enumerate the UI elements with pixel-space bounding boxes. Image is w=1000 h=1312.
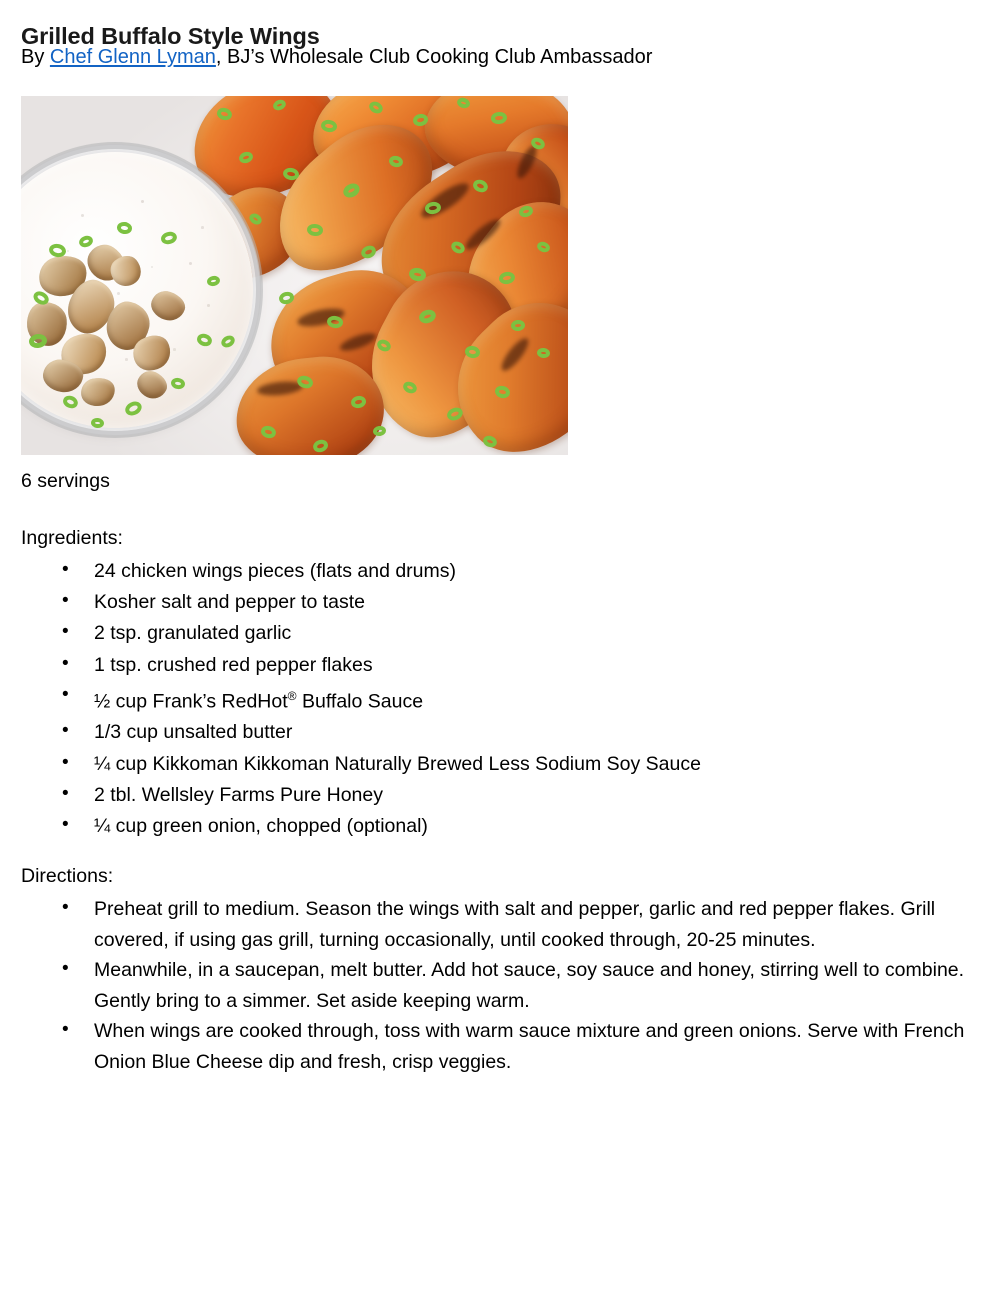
dip-speck [125, 358, 128, 361]
servings-text: 6 servings [21, 470, 110, 492]
directions-list [62, 894, 972, 1078]
dip-speck [207, 304, 210, 307]
ingredient-item: • 2 tbl. Wellsley Farms Pure Honey [62, 780, 972, 811]
ingredients-heading: Ingredients: [21, 527, 123, 549]
recipe-photo [21, 96, 568, 455]
ingredient-item: • 1 tsp. crushed red pepper flakes [62, 650, 972, 681]
dip-speck [141, 200, 144, 203]
ingredient-item: • 24 chicken wings pieces (flats and drums) [62, 556, 972, 587]
direction-item: • Preheat grill to medium. Season the wings with salt and pepper, garlic and red pepper flakes. Grill covered, if using gas grill, turning occasionally, until cooked through, 20-25 minutes. [62, 894, 972, 955]
ingredients-list [62, 556, 972, 842]
byline-suffix: , BJ’s Wholesale Club Cooking Club Ambassador [215, 46, 653, 68]
byline-prefix: By [21, 46, 50, 68]
registered-trademark-symbol: ® [287, 688, 297, 703]
ingredient-item: • ¼ cup green onion, chopped (optional) [62, 811, 972, 842]
directions-heading: Directions: [21, 865, 114, 887]
ingredient-item: • Kosher salt and pepper to taste [62, 587, 972, 618]
byline [21, 44, 652, 70]
direction-item: • When wings are cooked through, toss with warm sauce mixture and green onions. Serve with French Onion Blue Cheese dip and fresh, crisp veggies. [62, 1016, 972, 1077]
page-title: Grilled Buffalo Style Wings [21, 22, 320, 49]
ingredient-item: • 2 tsp. granulated garlic [62, 618, 972, 649]
dip-speck [117, 292, 120, 295]
dip-speck [173, 348, 176, 351]
dip-speck [201, 226, 204, 229]
ingredient-item: • ½ cup Frank’s RedHot® Buffalo Sauce [62, 681, 972, 717]
chef-profile-link[interactable]: Chef Glenn Lyman [49, 46, 216, 68]
ingredient-item: • 1/3 cup unsalted butter [62, 717, 972, 748]
photo-canvas [21, 96, 568, 455]
ingredient-item: • ¼ cup Kikkoman Kikkoman Naturally Brewed Less Sodium Soy Sauce [62, 749, 972, 780]
direction-item: • Meanwhile, in a saucepan, melt butter. Add hot sauce, soy sauce and honey, stirring well to combine. Gently bring to a simmer. Set aside keeping warm. [62, 955, 972, 1016]
